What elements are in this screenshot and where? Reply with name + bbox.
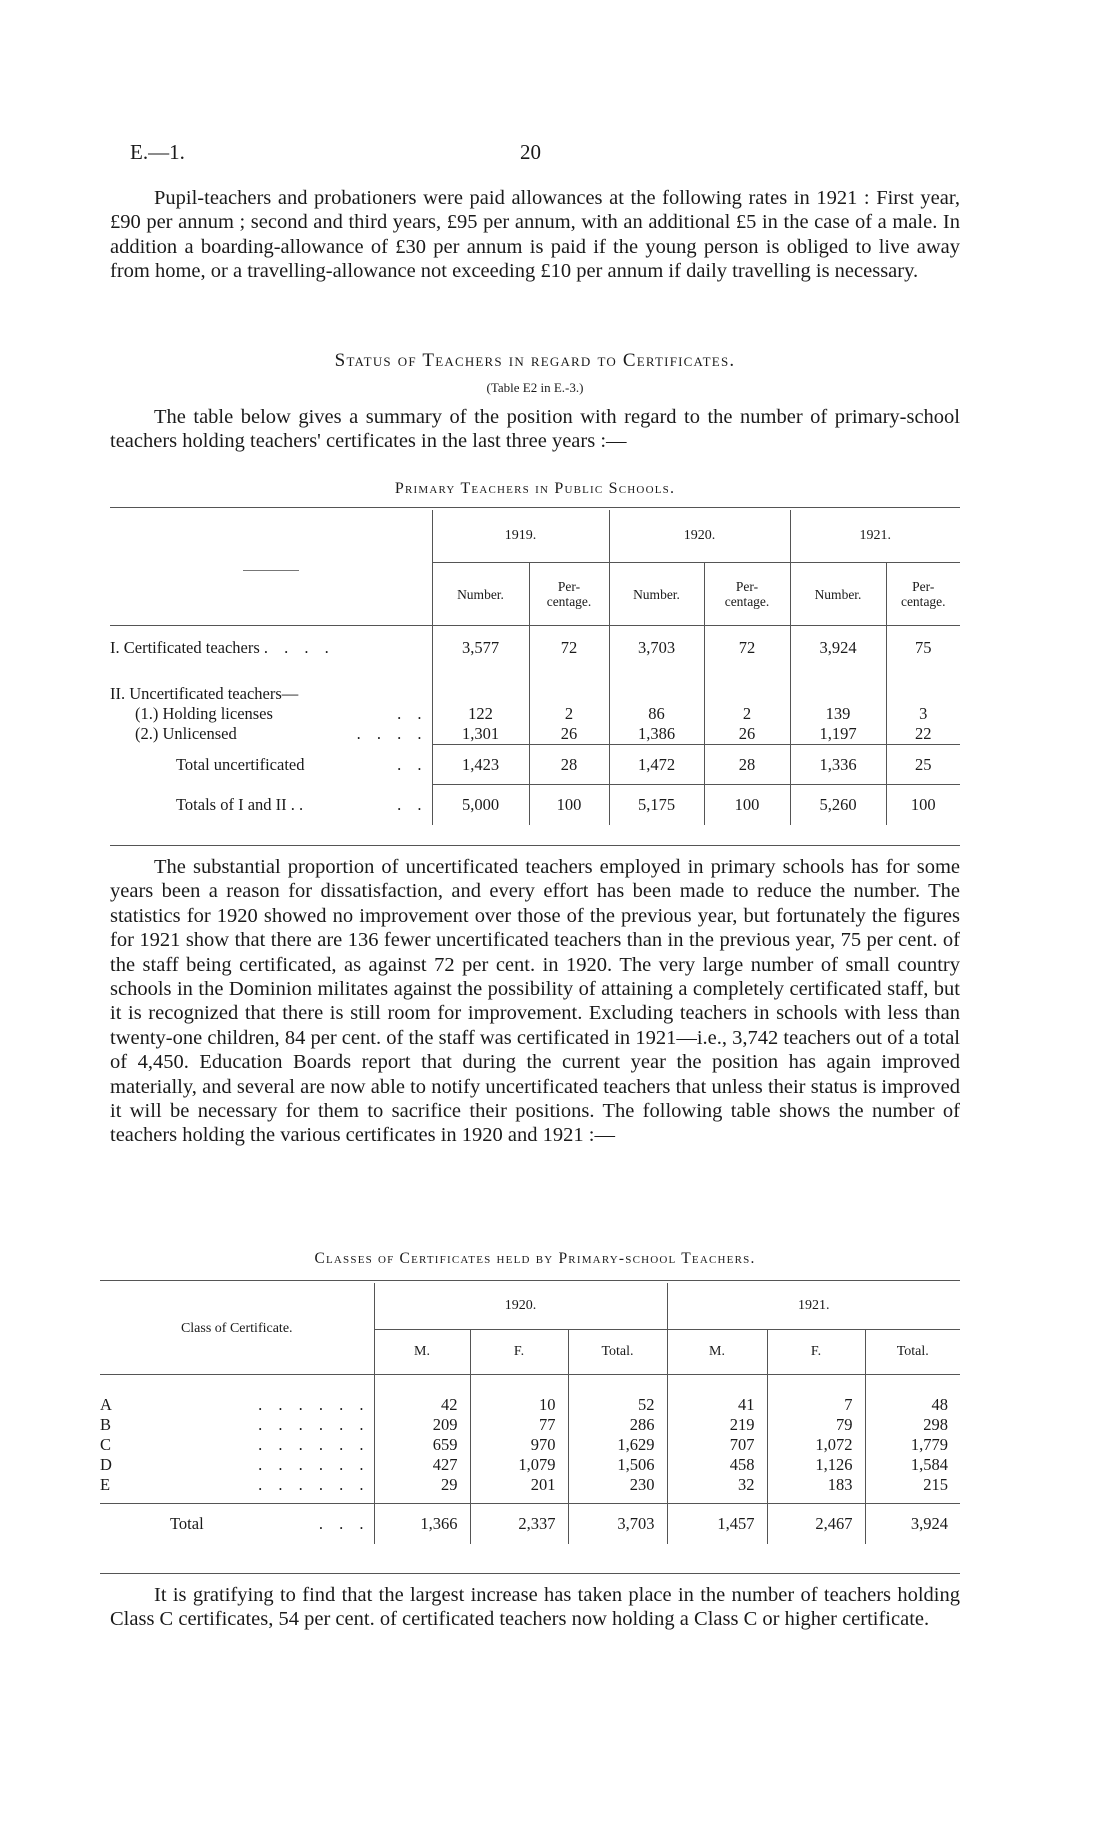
cell: 1,472 bbox=[609, 745, 704, 785]
percentage-header: Per- centage. bbox=[704, 563, 790, 626]
document-reference: E.—1. bbox=[130, 140, 185, 164]
table-row bbox=[100, 1415, 960, 1435]
table-row bbox=[100, 1475, 960, 1504]
certificate-classes-table bbox=[100, 1283, 960, 1544]
cell: 3,703 bbox=[609, 626, 704, 671]
cell: 5,175 bbox=[609, 785, 704, 825]
paragraph-allowances: Pupil-teachers and probationers were paid allowances at the following rates in 1921 : First year, £90 per annum ; second and third years, £95 per annum, with an additional £5 in the case of a male. In addition a boarding-allowance of £30 per annum is paid if the young person is obliged to live away from home, or a travelling-allowance not exceeding £10 per annum if daily travelling is necessary. bbox=[110, 187, 960, 283]
table-row bbox=[100, 1375, 960, 1416]
section-table-reference: (Table E2 in E.-3.) bbox=[486, 380, 584, 395]
row-label: II. Uncertificated teachers— bbox=[110, 684, 299, 703]
cell: 26 bbox=[704, 724, 790, 745]
cell: 1,457 bbox=[667, 1504, 767, 1545]
table-row-total bbox=[100, 1504, 960, 1545]
cell: 41 bbox=[667, 1375, 767, 1416]
cell: 75 bbox=[886, 626, 960, 671]
table-row bbox=[110, 745, 960, 785]
cell: 48 bbox=[865, 1375, 960, 1416]
number-header: Number. bbox=[609, 563, 704, 626]
cell: 1,423 bbox=[432, 745, 529, 785]
row-label: C . . . . . . bbox=[100, 1435, 370, 1454]
primary-teachers-table bbox=[110, 510, 960, 825]
cell: 100 bbox=[886, 785, 960, 825]
table-row bbox=[110, 724, 960, 745]
table-row bbox=[110, 704, 960, 724]
cell: 2,467 bbox=[767, 1504, 865, 1545]
row-label: E . . . . . . bbox=[100, 1475, 370, 1494]
table-row bbox=[110, 670, 960, 704]
female-header: F. bbox=[767, 1330, 865, 1375]
cell: 659 bbox=[374, 1435, 470, 1455]
cell: 28 bbox=[704, 745, 790, 785]
cell: 1,386 bbox=[609, 724, 704, 745]
cell: 1,126 bbox=[767, 1455, 865, 1475]
paragraph-uncertificated-discussion: The substantial proportion of uncertificated teachers employed in primary schools has for some years been a reason for dissatisfaction, and every effort has been made to reduce the number. The statistics for 1920 showed no improvement over those of the previous year, but fortunately the figures for 1921 show that there are 136 fewer uncertificated teachers than in the previous year, 75 per cent. of the staff being certificated, as against 72 per cent. in 1920. The very large number of small country schools in the Dominion militates against the possibility of attaining a completely certificated staff, but it is recognized that there is still room for improvement. Excluding teachers in schools with less than twenty-one children, 84 per cent. of the staff was certificated in 1921—i.e., 3,742 teachers out of a total of 4,450. Education Boards report that during the current year the position has again improved materially, and several are now able to notify uncertificated teachers that unless their status is improved it will be necessary for them to sacrifice their positions. The following table shows the number of teachers holding the various certificates in 1920 and 1921 :— bbox=[110, 856, 960, 1147]
row-label: Totals of I and II . . . . bbox=[176, 794, 428, 814]
cell: 215 bbox=[865, 1475, 960, 1504]
cell: 22 bbox=[886, 724, 960, 745]
male-header: M. bbox=[374, 1330, 470, 1375]
male-header: M. bbox=[667, 1330, 767, 1375]
table2-title: Classes of Certificates held by Primary-school Teachers. bbox=[314, 1250, 756, 1267]
total-header: Total. bbox=[568, 1330, 667, 1375]
row-label: D . . . . . . bbox=[100, 1455, 370, 1474]
table1-top-rule bbox=[110, 507, 960, 508]
cell: 970 bbox=[470, 1435, 568, 1455]
cell: 32 bbox=[667, 1475, 767, 1504]
year-header-1920: 1920. bbox=[374, 1283, 667, 1330]
cell: 3,924 bbox=[865, 1504, 960, 1545]
cell: 79 bbox=[767, 1415, 865, 1435]
cell: 1,079 bbox=[470, 1455, 568, 1475]
cell: 3 bbox=[886, 704, 960, 724]
cell: 1,366 bbox=[374, 1504, 470, 1545]
paragraph-summary-intro: The table below gives a summary of the position with regard to the number of primary-school teachers holding teachers' certificates in the last three years :— bbox=[110, 406, 960, 453]
table1-title: Primary Teachers in Public Schools. bbox=[394, 480, 676, 497]
cell: 230 bbox=[568, 1475, 667, 1504]
cell: 201 bbox=[470, 1475, 568, 1504]
table2-top-rule bbox=[100, 1280, 960, 1281]
cell: 100 bbox=[529, 785, 609, 825]
section-title: Status of Teachers in regard to Certificates. bbox=[334, 350, 736, 371]
cell: 3,577 bbox=[432, 626, 529, 671]
cell: 10 bbox=[470, 1375, 568, 1416]
table1-bottom-rule bbox=[110, 845, 960, 846]
class-of-certificate-header: Class of Certificate. bbox=[180, 1320, 293, 1336]
cell: 77 bbox=[470, 1415, 568, 1435]
cell: 286 bbox=[568, 1415, 667, 1435]
cell: 7 bbox=[767, 1375, 865, 1416]
cell: 427 bbox=[374, 1455, 470, 1475]
cell: 1,336 bbox=[790, 745, 886, 785]
table1-corner bbox=[110, 510, 432, 626]
cell: 219 bbox=[667, 1415, 767, 1435]
female-header: F. bbox=[470, 1330, 568, 1375]
cell: 52 bbox=[568, 1375, 667, 1416]
year-header-1920: 1920. bbox=[609, 510, 790, 563]
page-number: 20 bbox=[520, 140, 541, 164]
paragraph-class-c-increase: It is gratifying to find that the largest increase has taken place in the number of teachers holding Class C certificates, 54 per cent. of certificated teachers now holding a Class C or higher certificate. bbox=[110, 1584, 960, 1631]
year-header-1921: 1921. bbox=[667, 1283, 960, 1330]
number-header: Number. bbox=[790, 563, 886, 626]
cell: 2 bbox=[704, 704, 790, 724]
cell: 298 bbox=[865, 1415, 960, 1435]
cell: 72 bbox=[704, 626, 790, 671]
year-header-1921: 1921. bbox=[790, 510, 960, 563]
cell: 3,924 bbox=[790, 626, 886, 671]
cell: 1,301 bbox=[432, 724, 529, 745]
total-header: Total. bbox=[865, 1330, 960, 1375]
table-row bbox=[110, 785, 960, 825]
cell: 86 bbox=[609, 704, 704, 724]
row-label: Total uncertificated . . bbox=[176, 754, 428, 774]
table2-bottom-rule bbox=[100, 1573, 960, 1574]
row-label: (1.) Holding licenses . . bbox=[135, 704, 428, 723]
cell: 707 bbox=[667, 1435, 767, 1455]
cell: 1,779 bbox=[865, 1435, 960, 1455]
table-row bbox=[100, 1455, 960, 1475]
cell: 139 bbox=[790, 704, 886, 724]
table-row bbox=[100, 1435, 960, 1455]
cell: 458 bbox=[667, 1455, 767, 1475]
percentage-header: Per- centage. bbox=[886, 563, 960, 626]
cell: 1,629 bbox=[568, 1435, 667, 1455]
cell: 25 bbox=[886, 745, 960, 785]
cell: 3,703 bbox=[568, 1504, 667, 1545]
number-header: Number. bbox=[432, 563, 529, 626]
row-label: Total . . . bbox=[100, 1504, 374, 1545]
row-label: A . . . . . . bbox=[100, 1375, 374, 1416]
cell: 5,260 bbox=[790, 785, 886, 825]
cell: 183 bbox=[767, 1475, 865, 1504]
cell: 2,337 bbox=[470, 1504, 568, 1545]
percentage-header: Per- centage. bbox=[529, 563, 609, 626]
cell: 122 bbox=[432, 704, 529, 724]
cell: 1,584 bbox=[865, 1455, 960, 1475]
cell: 1,197 bbox=[790, 724, 886, 745]
row-label: B . . . . . . bbox=[100, 1415, 370, 1434]
row-label: (2.) Unlicensed . . . . bbox=[135, 724, 428, 744]
cell: 72 bbox=[529, 626, 609, 671]
cell: 100 bbox=[704, 785, 790, 825]
table-row bbox=[110, 626, 960, 671]
cell: 209 bbox=[374, 1415, 470, 1435]
cell: 5,000 bbox=[432, 785, 529, 825]
row-label: I. Certificated teachers . . . . bbox=[110, 626, 432, 671]
year-header-1919: 1919. bbox=[432, 510, 609, 563]
cell: 26 bbox=[529, 724, 609, 745]
cell: 1,506 bbox=[568, 1455, 667, 1475]
cell: 29 bbox=[374, 1475, 470, 1504]
cell: 42 bbox=[374, 1375, 470, 1416]
cell: 28 bbox=[529, 745, 609, 785]
cell: 2 bbox=[529, 704, 609, 724]
cell: 1,072 bbox=[767, 1435, 865, 1455]
